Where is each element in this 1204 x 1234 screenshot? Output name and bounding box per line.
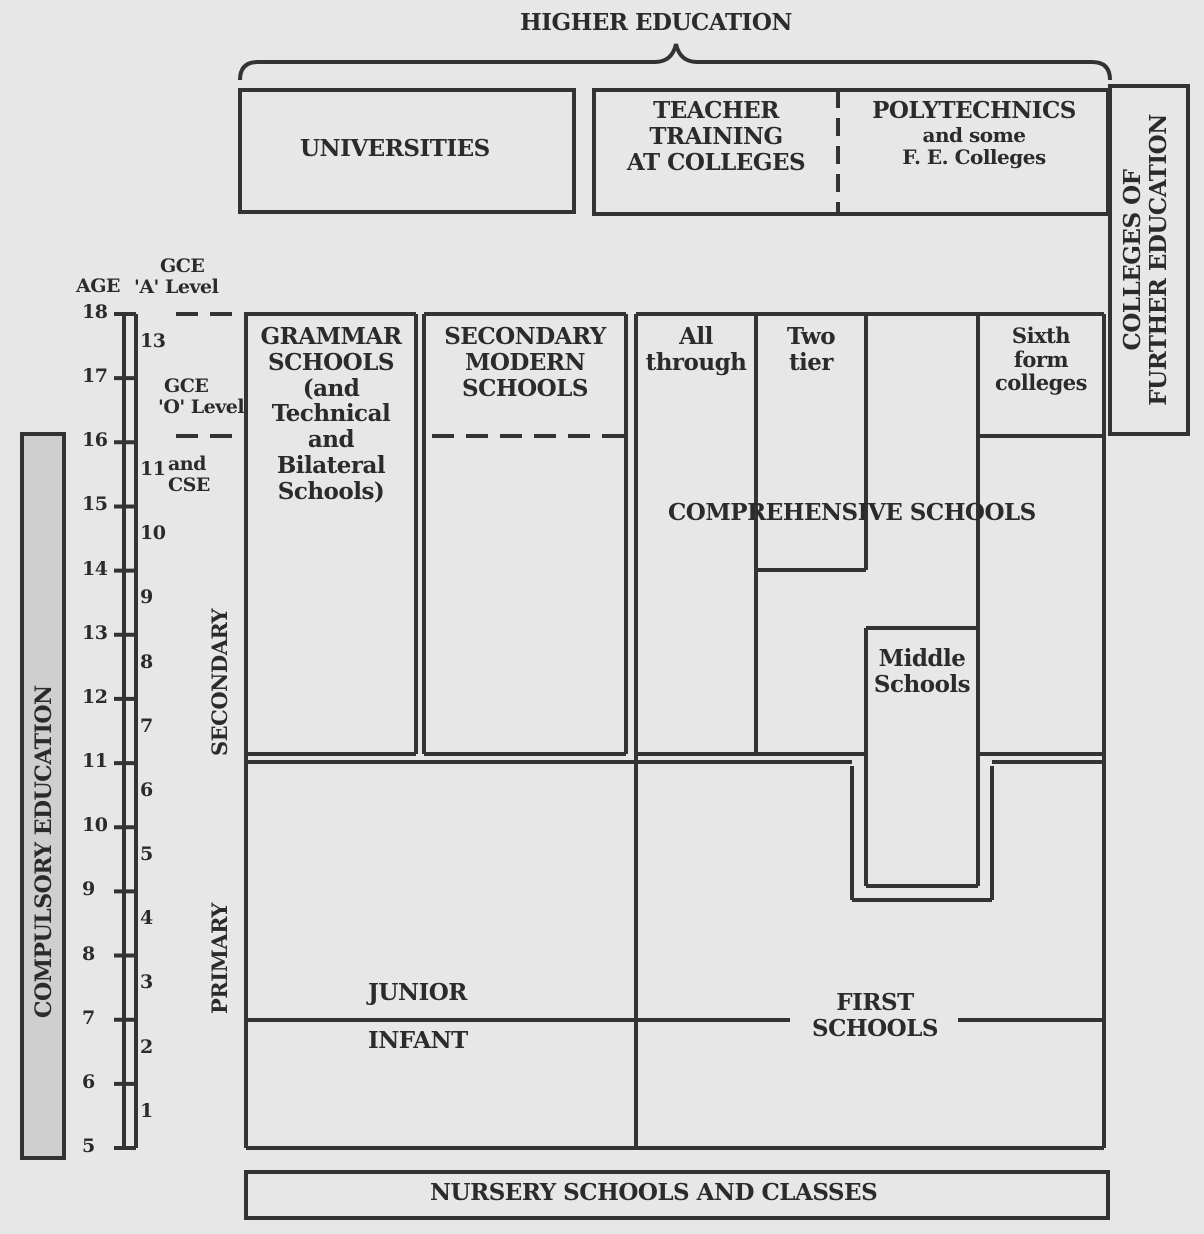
school-year-number: 5	[140, 843, 153, 866]
school-year-number: 4	[140, 907, 153, 930]
school-year-number: 2	[140, 1035, 153, 1058]
school-year-number: 13	[140, 329, 166, 352]
gce-o-level-label: GCE 'O' Level	[158, 375, 245, 419]
higher-education-title: HIGHER EDUCATION	[520, 9, 792, 36]
school-year-number: 8	[140, 650, 153, 673]
infant-label: INFANT	[368, 1027, 468, 1054]
age-number: 12	[82, 685, 108, 708]
school-year-number: 10	[140, 522, 166, 545]
compulsory-education-label: COMPULSORY EDUCATION	[31, 685, 57, 1018]
and-cse-label: and CSE	[168, 453, 210, 497]
universities-label: UNIVERSITIES	[300, 135, 490, 162]
primary-label: PRIMARY	[207, 903, 232, 1014]
school-year-number: 7	[140, 714, 153, 737]
age-number: 11	[82, 750, 108, 773]
middle-schools-label: Middle Schools	[873, 645, 971, 698]
age-number: 16	[82, 429, 108, 452]
age-number: 15	[82, 493, 108, 516]
age-number: 13	[82, 621, 108, 644]
grammar-schools-label: GRAMMAR SCHOOLS (and Technical and Bilateral Schools)	[260, 323, 402, 505]
age-label: AGE	[76, 275, 120, 297]
school-year-number: 11	[140, 458, 166, 481]
age-number: 5	[82, 1135, 95, 1157]
further-education-label: COLLEGES OF FURTHER EDUCATION	[1119, 114, 1172, 406]
age-number: 6	[82, 1070, 95, 1093]
polytechnics-label: POLYTECHNICS and some F. E. Colleges	[872, 97, 1076, 170]
age-number: 9	[82, 878, 95, 901]
higher-education-brace	[240, 44, 1110, 80]
age-number: 17	[82, 365, 108, 388]
age-number: 18	[82, 301, 108, 323]
all-through-label: All through	[645, 323, 747, 376]
age-number: 10	[82, 814, 108, 837]
school-year-number: 3	[140, 971, 153, 994]
teacher-training-label: TEACHER TRAINING AT COLLEGES	[626, 97, 806, 176]
first-schools-label: FIRST SCHOOLS	[812, 989, 938, 1042]
age-number: 8	[82, 942, 95, 965]
age-number: 14	[82, 557, 108, 580]
gce-a-level-label: GCE 'A' Level	[134, 255, 219, 299]
nursery-label: NURSERY SCHOOLS AND CLASSES	[430, 1179, 878, 1206]
junior-label: JUNIOR	[368, 979, 467, 1006]
two-tier-label: Two tier	[786, 323, 836, 376]
secondary-label: SECONDARY	[207, 608, 232, 756]
age-number: 7	[82, 1006, 95, 1029]
school-year-number: 6	[140, 778, 153, 801]
school-year-number: 9	[140, 586, 153, 609]
comprehensive-schools-label: COMPREHENSIVE SCHOOLS	[668, 499, 1036, 526]
secondary-modern-label: SECONDARY MODERN SCHOOLS	[444, 323, 606, 402]
school-year-number: 1	[140, 1099, 153, 1122]
sixth-form-label: Sixth form colleges	[995, 323, 1087, 396]
